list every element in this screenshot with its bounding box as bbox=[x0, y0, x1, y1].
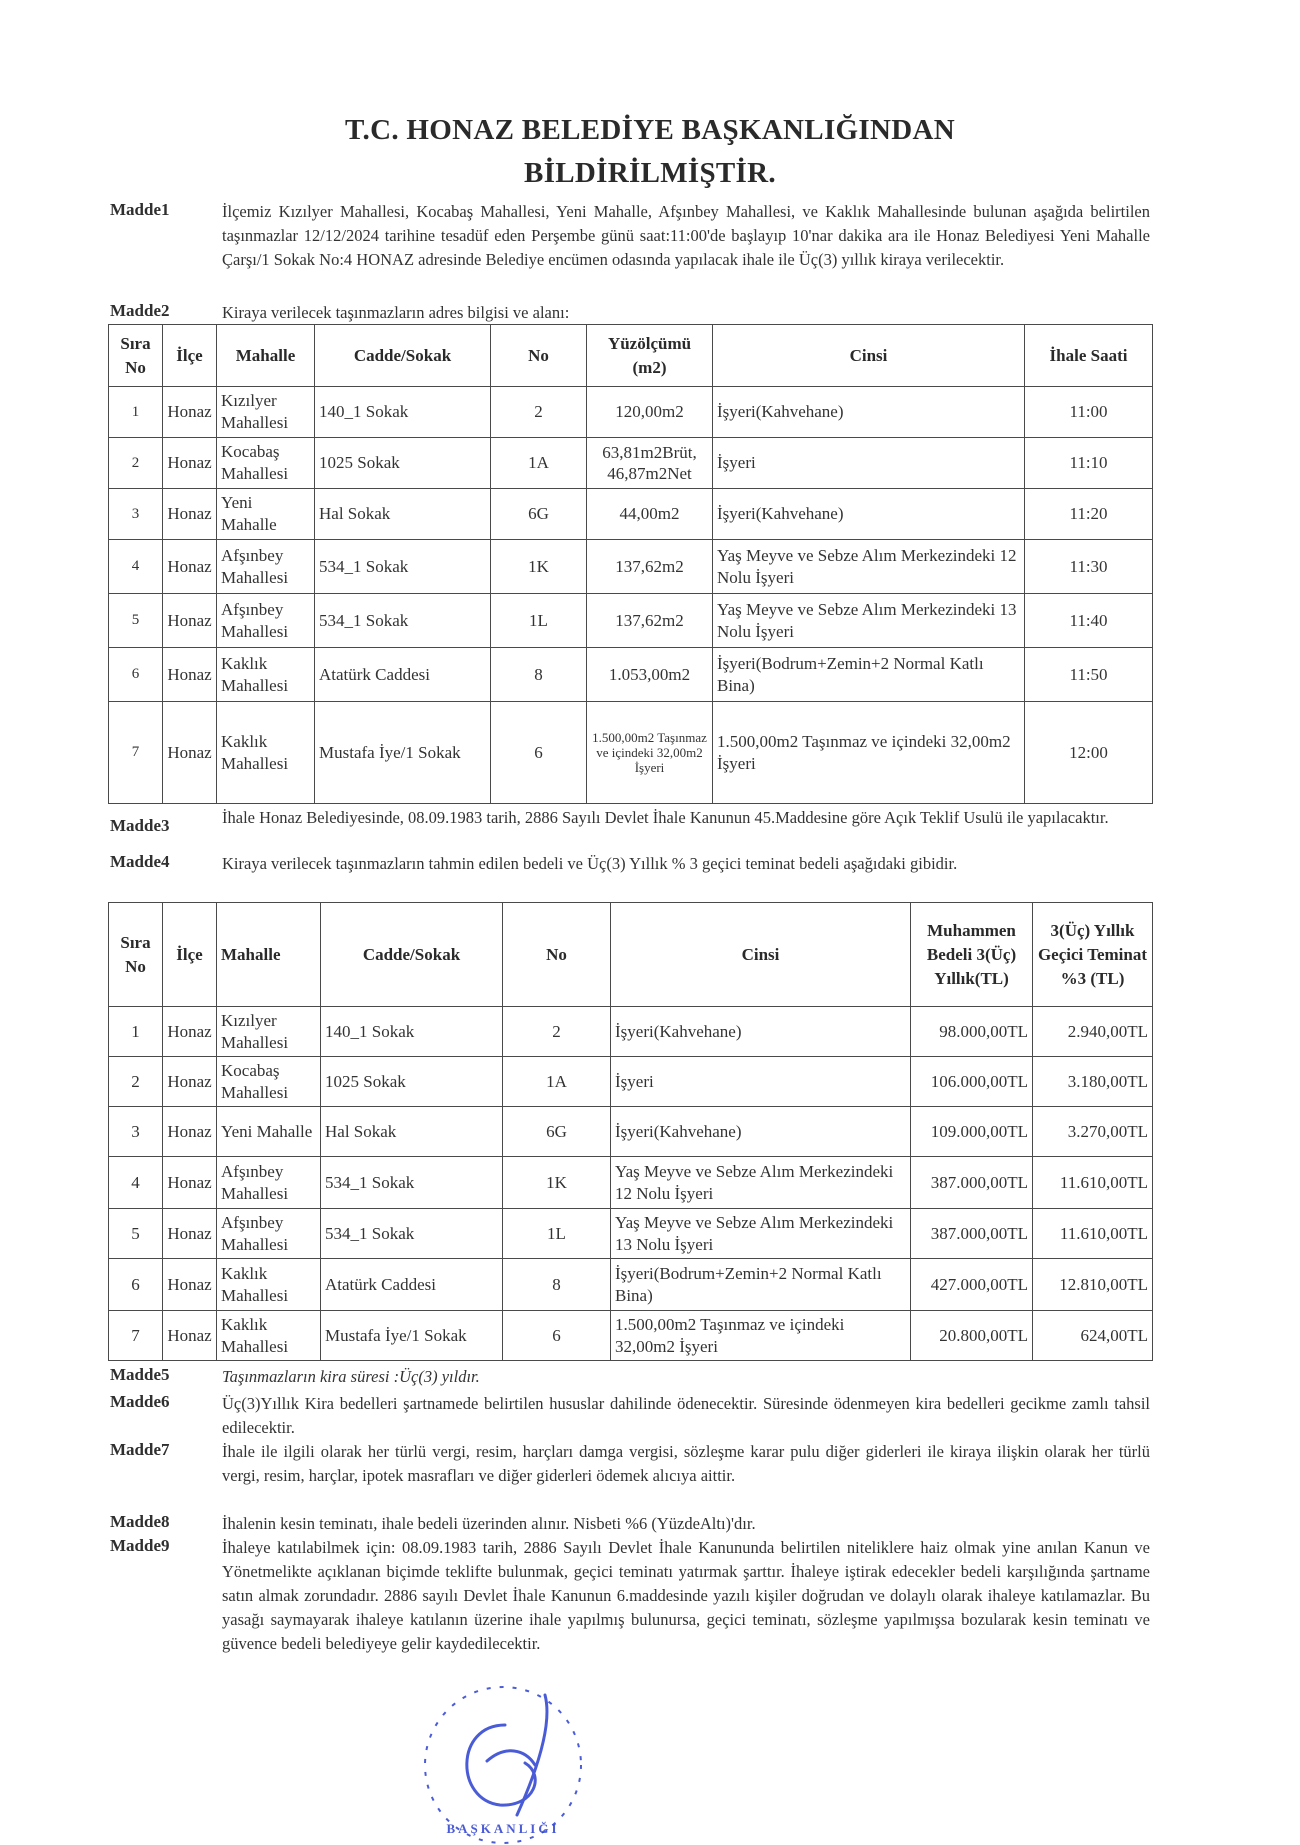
table-row: 5 Honaz Afşınbey Mahallesi 534_1 Sokak 1L 137,62m2 Yaş Meyve ve Sebze Alım Merkezindeki 13 Nolu İşyeri 11:40 bbox=[109, 594, 1153, 648]
madde-label: Madde3 bbox=[110, 816, 170, 835]
col-header: 3(Üç) Yıllık Geçici Teminat %3 (TL) bbox=[1033, 903, 1153, 1007]
col-header: Cinsi bbox=[713, 325, 1025, 387]
page-title-line1: T.C. HONAZ BELEDİYE BAŞKANLIĞINDAN bbox=[345, 114, 955, 146]
table-row: 1 Honaz Kızılyer Mahallesi 140_1 Sokak 2 120,00m2 İşyeri(Kahvehane) 11:00 bbox=[109, 387, 1153, 438]
madde-text: İhaleye katılabilmek için: 08.09.1983 tarih, 2886 Sayılı Devlet İhale Kanununda belirtilen niteliklere haiz olmak yine anılan Kanun ve Yönetmelikte açıklanan biçimde teklifte bulunmak, geçici teminatı yatırmak şarttır. İhaleye iştirak edecekler bedeli karşılığında şartname satın almak zorundadır. 2886 sayılı Devlet İhale Kanunun 6.maddesinde yazılı kişiler doğrudan ve dolaylı olarak ihaleye katılamazlar. Bu yasağı saymayarak ihaleye katılanın üzerine ihale yapılmış bulunursa, geçici teminatı, sözleşme yapılmışsa bozularak kesin teminatı ve güvence bedeli belediyeye gelir kaydedilecektir. bbox=[222, 1538, 1150, 1653]
col-header: Mahalle bbox=[217, 325, 315, 387]
table-row: 3 Honaz Yeni Mahalle Hal Sokak 6G 44,00m2 İşyeri(Kahvehane) 11:20 bbox=[109, 489, 1153, 540]
table-row: 4 Honaz Afşınbey Mahallesi 534_1 Sokak 1K 137,62m2 Yaş Meyve ve Sebze Alım Merkezindeki 12 Nolu İşyeri 11:30 bbox=[109, 540, 1153, 594]
col-header: Cadde/Sokak bbox=[315, 325, 491, 387]
madde-text: İhale ile ilgili olarak her türlü vergi, resim, harçları damga vergisi, sözleşme karar pulu diğer giderleri ile kiraya ilişkin olarak her türlü vergi, resim, harçlar, ipotek masrafları ve diğer giderleri ödemek alıcıya aittir. bbox=[222, 1442, 1150, 1485]
madde-label: Madde5 bbox=[110, 1365, 170, 1384]
madde-label: Madde2 bbox=[110, 301, 170, 320]
madde-label: Madde4 bbox=[110, 852, 170, 871]
col-header: No bbox=[503, 903, 611, 1007]
col-header: No bbox=[491, 325, 587, 387]
table-rent-estimates bbox=[108, 902, 1153, 1361]
col-header: Cadde/Sokak bbox=[321, 903, 503, 1007]
col-header: İlçe bbox=[163, 325, 217, 387]
madde-text: Kiraya verilecek taşınmazların adres bilgisi ve alanı: bbox=[222, 303, 570, 322]
table-row: 5 Honaz Afşınbey Mahallesi 534_1 Sokak 1L Yaş Meyve ve Sebze Alım Merkezindeki 13 Nolu İşyeri 387.000,00TL 11.610,00TL bbox=[109, 1209, 1153, 1259]
table-row: 6 Honaz Kaklık Mahallesi Atatürk Caddesi 8 İşyeri(Bodrum+Zemin+2 Normal Katlı Bina) 427.000,00TL 12.810,00TL bbox=[109, 1259, 1153, 1311]
official-seal-stamp bbox=[385, 1665, 595, 1845]
madde-text: Taşınmazların kira süresi :Üç(3) yıldır. bbox=[222, 1367, 480, 1386]
table-row: 7 Honaz Kaklık Mahallesi Mustafa İye/1 Sokak 6 1.500,00m2 Taşınmaz ve içindeki 32,00m2 İşyeri 20.800,00TL 624,00TL bbox=[109, 1311, 1153, 1361]
seal-signature bbox=[467, 1695, 547, 1815]
madde-label: Madde9 bbox=[110, 1536, 170, 1555]
seal-ring bbox=[425, 1687, 581, 1843]
table-row: 6 Honaz Kaklık Mahallesi Atatürk Caddesi 8 1.053,00m2 İşyeri(Bodrum+Zemin+2 Normal Katlı Bina) 11:50 bbox=[109, 648, 1153, 702]
table-row: 3 Honaz Yeni Mahalle Hal Sokak 6G İşyeri(Kahvehane) 109.000,00TL 3.270,00TL bbox=[109, 1107, 1153, 1157]
table-row: 7 Honaz Kaklık Mahallesi Mustafa İye/1 Sokak 6 1.500,00m2 Taşınmaz ve içindeki 32,00m2 İşyeri 1.500,00m2 Taşınmaz ve içindeki 32,00m2 İşyeri 12:00 bbox=[109, 702, 1153, 804]
col-header: İhale Saati bbox=[1025, 325, 1153, 387]
madde-text: İhalenin kesin teminatı, ihale bedeli üzerinden alınır. Nisbeti %6 (YüzdeAltı)'dır. bbox=[222, 1514, 756, 1533]
madde-text: Kiraya verilecek taşınmazların tahmin edilen bedeli ve Üç(3) Yıllık % 3 geçici teminat bedeli aşağıdaki gibidir. bbox=[222, 854, 958, 873]
col-header: Mahalle bbox=[217, 903, 321, 1007]
table-row: 4 Honaz Afşınbey Mahallesi 534_1 Sokak 1K Yaş Meyve ve Sebze Alım Merkezindeki 12 Nolu İşyeri 387.000,00TL 11.610,00TL bbox=[109, 1157, 1153, 1209]
table-row: 1 Honaz Kızılyer Mahallesi 140_1 Sokak 2 İşyeri(Kahvehane) 98.000,00TL 2.940,00TL bbox=[109, 1007, 1153, 1057]
madde-label: Madde7 bbox=[110, 1440, 170, 1459]
table-property-addresses bbox=[108, 324, 1153, 804]
col-header: Muhammen Bedeli 3(Üç) Yıllık(TL) bbox=[911, 903, 1033, 1007]
madde-text: İlçemiz Kızılyer Mahallesi, Kocabaş Mahallesi, Yeni Mahalle, Afşınbey Mahallesi, ve Kaklık Mahallesinde bulunan aşağıda belirtilen taşınmazlar 12/12/2024 tarihine tesadüf eden Perşembe günü saat:11:00'de başlayıp 10'nar dakika ara ile Honaz Belediyesi Yeni Mahalle Çarşı/1 Sokak No:4 HONAZ adresinde Belediye encümen odasında yapılacak ihale ile Üç(3) yıllık kiraya verilecektir. bbox=[222, 202, 1150, 269]
seal-text: BAŞKANLIĞI bbox=[446, 1821, 560, 1836]
madde-label: Madde8 bbox=[110, 1512, 170, 1531]
madde-label: Madde1 bbox=[110, 200, 170, 219]
col-header: Sıra No bbox=[109, 325, 163, 387]
madde-label: Madde6 bbox=[110, 1392, 170, 1411]
col-header: Sıra No bbox=[109, 903, 163, 1007]
table-row: 2 Honaz Kocabaş Mahallesi 1025 Sokak 1A 63,81m2Brüt, 46,87m2Net İşyeri 11:10 bbox=[109, 438, 1153, 489]
table-row: 2 Honaz Kocabaş Mahallesi 1025 Sokak 1A İşyeri 106.000,00TL 3.180,00TL bbox=[109, 1057, 1153, 1107]
madde-text: İhale Honaz Belediyesinde, 08.09.1983 tarih, 2886 Sayılı Devlet İhale Kanunun 45.Maddesine göre Açık Teklif Usulü ile yapılacaktır. bbox=[222, 808, 1109, 827]
col-header: Cinsi bbox=[611, 903, 911, 1007]
page-title-line2: BİLDİRİLMİŞTİR. bbox=[524, 157, 776, 189]
col-header: İlçe bbox=[163, 903, 217, 1007]
col-header: Yüzölçümü (m2) bbox=[587, 325, 713, 387]
madde-text: Üç(3)Yıllık Kira bedelleri şartnamede belirtilen hususlar dahilinde ödenecektir. Süresinde ödenmeyen kira bedelleri gecikme zamlı tahsil edilecektir. bbox=[222, 1394, 1150, 1437]
